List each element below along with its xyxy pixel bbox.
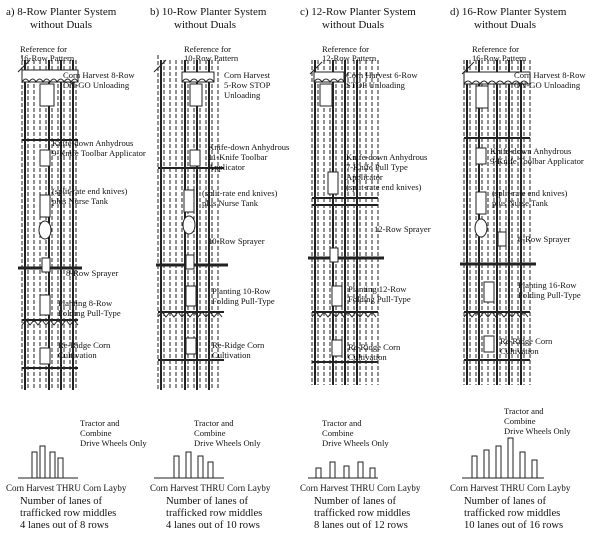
implement-label: 7-Knife Pull Type xyxy=(346,162,408,172)
implement-label: Re-Ridge Corn xyxy=(212,340,265,350)
implement-label: Applicator xyxy=(208,162,245,172)
drive-label: Tractor and xyxy=(80,418,120,428)
summary-line: 8 lanes out of 12 rows xyxy=(314,520,408,531)
panel-a xyxy=(0,0,150,539)
implement-label: Planting 16-Row xyxy=(518,280,577,290)
panel-header-sub: without Duals xyxy=(30,19,93,31)
summary-line: trafficked row middles xyxy=(464,508,561,519)
implement-label: Knife-down Anhydrous xyxy=(346,152,428,162)
reference-label: Reference for xyxy=(184,44,231,54)
panel-b xyxy=(150,0,300,539)
implement-label: Folding Pull-Type xyxy=(348,294,411,304)
drive-label: Combine xyxy=(80,428,112,438)
implement-label: Unloading xyxy=(224,90,261,100)
implement-label: Planting 10-Row xyxy=(212,286,271,296)
implement-label: Folding Pull-Type xyxy=(518,290,581,300)
implement-label: Knife-down Anhydrous xyxy=(208,142,290,152)
summary-line: trafficked row middles xyxy=(166,508,263,519)
panel-header-sub: without Duals xyxy=(174,19,237,31)
implement-label: ON-GO Unloading xyxy=(514,80,581,90)
summary-line: trafficked row middles xyxy=(314,508,411,519)
drive-label: Drive Wheels Only xyxy=(80,438,147,448)
drive-label: Tractor and xyxy=(504,406,544,416)
drive-label: Tractor and xyxy=(322,418,362,428)
reference-label: Reference for xyxy=(20,44,67,54)
summary-line: 4 lanes out of 10 rows xyxy=(166,520,260,531)
summary-line: trafficked row middles xyxy=(20,508,117,519)
summary-line: 10 lanes out of 16 rows xyxy=(464,520,564,531)
implement-label: (split-rate end knives) xyxy=(52,186,128,196)
summary-line: Number of lanes of xyxy=(314,496,397,507)
panel-header-sub: without Duals xyxy=(474,19,537,31)
implement-label: Corn Harvest xyxy=(224,70,271,80)
reference-label-sub: 16-Row Pattern xyxy=(472,53,527,63)
implement-label: plus Nurse Tank xyxy=(202,198,259,208)
implement-label: Planting 8-Row xyxy=(58,298,113,308)
implement-label: Cultivation xyxy=(58,350,97,360)
implement-label: plus Nurse Tank xyxy=(52,196,109,206)
reference-label-sub: 12-Row Pattern xyxy=(322,53,377,63)
drive-label: Tractor and xyxy=(194,418,234,428)
panel-header: d) 16-Row Planter System xyxy=(450,6,567,18)
panel-header: a) 8-Row Planter System xyxy=(6,6,117,18)
implement-label: Folding Pull-Type xyxy=(58,308,121,318)
implement-label: 11-Knife Toolbar xyxy=(208,152,268,162)
implement-label: Knife-down Anhydrous xyxy=(490,146,572,156)
panel-header: c) 12-Row Planter System xyxy=(300,6,416,18)
implement-label: 12-Row Sprayer xyxy=(374,224,431,234)
implement-label: (split-rate end knives) xyxy=(346,182,422,192)
drive-label: Combine xyxy=(322,428,354,438)
drive-label: Combine xyxy=(194,428,226,438)
implement-label: Re-Ridge Corn xyxy=(500,336,553,346)
implement-label: 10-Row Sprayer xyxy=(208,236,265,246)
implement-label: STOP Unloading xyxy=(346,80,405,90)
implement-label: (split-rate end knives) xyxy=(492,188,568,198)
implement-label: Folding Pull-Type xyxy=(212,296,275,306)
implement-label: Cultivation xyxy=(212,350,251,360)
implement-label: Re-Ridge Corn xyxy=(58,340,111,350)
implement-label: Corn Harvest 8-Row xyxy=(514,70,586,80)
layby-label: Corn Harvest THRU Corn Layby xyxy=(6,483,127,493)
summary-line: Number of lanes of xyxy=(464,496,547,507)
implement-label: Cultivation xyxy=(500,346,539,356)
drive-label: Drive Wheels Only xyxy=(322,438,389,448)
implement-label: Applicator xyxy=(346,172,383,182)
summary-line: Number of lanes of xyxy=(20,496,103,507)
drive-label: Drive Wheels Only xyxy=(504,426,571,436)
panel-header-sub: without Duals xyxy=(322,19,385,31)
layby-label: Corn Harvest THRU Corn Layby xyxy=(150,483,271,493)
reference-label-sub: 10-Row Pattern xyxy=(184,53,239,63)
implement-label: 8-Row Sprayer xyxy=(66,268,119,278)
implement-label: Corn Harvest 6-Row xyxy=(346,70,418,80)
implement-label: Planting 12-Row xyxy=(348,284,407,294)
implement-label: (split-rate end knives) xyxy=(202,188,278,198)
implement-label: plus Nurse Tank xyxy=(492,198,549,208)
layby-label: Corn Harvest THRU Corn Layby xyxy=(450,483,571,493)
reference-label: Reference for xyxy=(472,44,519,54)
summary-line: Number of lanes of xyxy=(166,496,249,507)
reference-label-sub: 16-Row Pattern xyxy=(20,53,75,63)
drive-label: Drive Wheels Only xyxy=(194,438,261,448)
implement-label: 6-Row Sprayer xyxy=(518,234,571,244)
layby-label: Corn Harvest THRU Corn Layby xyxy=(300,483,421,493)
implement-label: Re-Ridge Corn xyxy=(348,342,401,352)
implement-label: Knife-down Anhydrous xyxy=(52,138,134,148)
reference-label: Reference for xyxy=(322,44,369,54)
implement-label: Corn Harvest 8-Row xyxy=(63,70,135,80)
implement-label: 9-Knife Toolbar Applicator xyxy=(490,156,584,166)
summary-line: 4 lanes out of 8 rows xyxy=(20,520,109,531)
drive-label: Combine xyxy=(504,416,536,426)
panel-d xyxy=(450,0,600,539)
implement-label: Cultivation xyxy=(348,352,387,362)
implement-label: 9-Knife Toolbar Applicator xyxy=(52,148,146,158)
panel-c xyxy=(300,0,450,539)
panel-header: b) 10-Row Planter System xyxy=(150,6,267,18)
implement-label: 5-Row STOP xyxy=(224,80,271,90)
implement-label: ON-GO Unloading xyxy=(63,80,130,90)
